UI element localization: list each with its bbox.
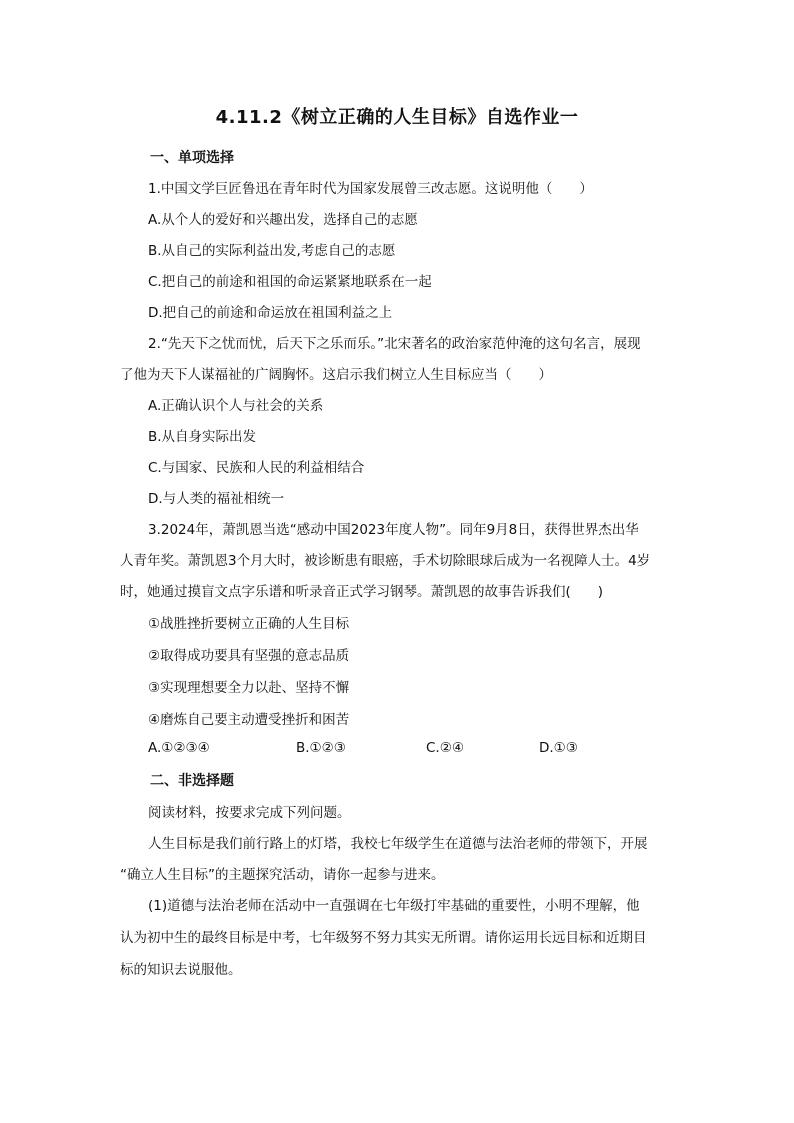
instruction-text: 阅读材料，按要求完成下列问题。 bbox=[148, 805, 351, 821]
q3-stem-line1: 3.2024年，萧凯恩当选“感动中国2023年度人物”。同年9月8日，获得世界杰出华 bbox=[148, 522, 639, 538]
q3-item-1: ①战胜挫折要树立正确的人生目标 bbox=[148, 616, 350, 632]
sub-question1-line3: 标的知识去说服他。 bbox=[120, 962, 242, 978]
q1-option-b: B.从自己的实际利益出发,考虑自己的志愿 bbox=[148, 243, 396, 259]
q3-stem-line3: 时，她通过摸盲文点字乐谱和听录音正式学习钢琴。萧凯恩的故事告诉我们( ) bbox=[120, 584, 604, 600]
q3-item-2: ②取得成功要具有坚强的意志品质 bbox=[148, 648, 350, 664]
q3-choice-c: C.②④ bbox=[426, 740, 464, 756]
q3-choice-b: B.①②③ bbox=[296, 740, 346, 756]
q1-option-d: D.把自己的前途和命运放在祖国利益之上 bbox=[148, 305, 393, 321]
section-heading-single-choice: 一、单项选择 bbox=[150, 150, 234, 166]
q3-item-3: ③实现理想要全力以赴、坚持不懈 bbox=[148, 680, 350, 696]
q2-stem-line1: 2.“先天下之忧而忧，后天下之乐而乐。”北宋著名的政治家范仲淹的这句名言，展现 bbox=[148, 336, 641, 352]
sub-question1-line2: 认为初中生的最终目标是中考，七年级努不努力其实无所谓。请你运用长远目标和近期目 bbox=[120, 930, 647, 946]
sub-question1-line1: (1)道德与法治老师在活动中一直强调在七年级打牢基础的重要性，小明不理解，他 bbox=[148, 898, 640, 914]
q2-stem-line2: 了他为天下人谋福祉的广阔胸怀。这启示我们树立人生目标应当（ ） bbox=[120, 367, 552, 383]
q2-option-b: B.从自身实际出发 bbox=[148, 429, 257, 445]
q2-option-a: A.正确认识个人与社会的关系 bbox=[148, 398, 324, 414]
q3-stem-line2: 人青年奖。萧凯恩3个月大时，被诊断患有眼癌，手术切除眼球后成为一名视障人士。4岁 bbox=[120, 553, 651, 569]
material-line1: 人生目标是我们前行路上的灯塔，我校七年级学生在道德与法治老师的带领下，开展 bbox=[148, 836, 648, 852]
q2-option-d: D.与人类的福祉相统一 bbox=[148, 491, 285, 507]
document-title: 4.11.2《树立正确的人生目标》自选作业一 bbox=[215, 107, 579, 128]
section-heading-non-choice: 二、非选择题 bbox=[150, 773, 234, 789]
q1-option-a: A.从个人的爱好和兴趣出发，选择自己的志愿 bbox=[148, 212, 418, 228]
q1-stem: 1.中国文学巨匠鲁迅在青年时代为国家发展曾三改志愿。这说明他（ ） bbox=[148, 181, 593, 197]
material-line2: “确立人生目标”的主题探究活动，请你一起参与进来。 bbox=[120, 867, 445, 883]
q2-option-c: C.与国家、民族和人民的利益相结合 bbox=[148, 460, 365, 476]
q1-option-c: C.把自己的前途和祖国的命运紧紧地联系在一起 bbox=[148, 274, 432, 290]
q3-choice-d: D.①③ bbox=[539, 740, 578, 756]
q3-choice-a: A.①②③④ bbox=[148, 740, 210, 756]
q3-item-4: ④磨炼自己要主动遭受挫折和困苦 bbox=[148, 712, 350, 728]
